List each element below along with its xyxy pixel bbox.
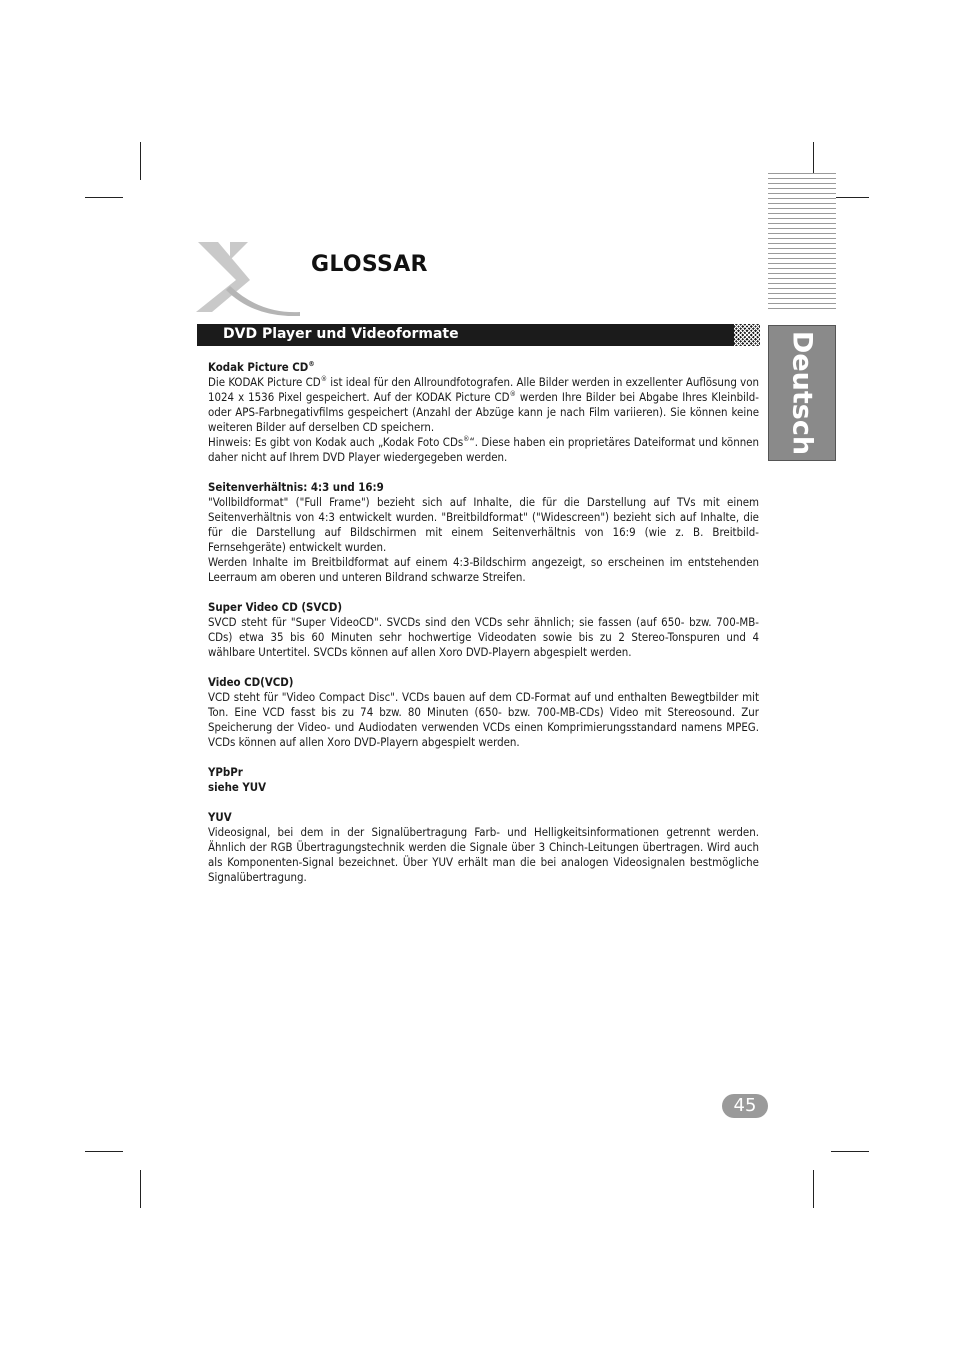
crop-mark bbox=[831, 197, 869, 198]
section-title: DVD Player und Videoformate bbox=[223, 326, 459, 342]
page-number-badge: 45 bbox=[722, 1094, 768, 1118]
glossary-term: Kodak Picture CD® bbox=[208, 360, 315, 374]
glossary-text: Die KODAK Picture CD® ist ideal für den Allroundfotografen. Alle Bilder werden in exzellenter Auflösung von 1024 x 1536 Pixel gespeichert. Auf der KODAK Picture CD® werden Ihre Bilder bei Abgabe Ihres Kleinbild- oder APS-Farbnegativfilms gespeichert (Anzahl der Abzüge kann je nach Film variieren). Sie können keine weiteren Bilder auf derselben CD speichern. bbox=[208, 375, 759, 434]
glossary-content bbox=[208, 360, 759, 900]
stripe-decoration bbox=[768, 173, 836, 313]
language-tab bbox=[768, 325, 836, 461]
glossary-term: Video CD(VCD) bbox=[208, 675, 294, 689]
registered-mark: ® bbox=[320, 375, 327, 383]
crop-mark bbox=[85, 1151, 123, 1152]
glossary-entry bbox=[208, 600, 759, 660]
section-header bbox=[197, 324, 760, 346]
glossary-text: Videosignal, bei dem in der Signalübertragung Farb- und Helligkeitsinformationen getrennt werden. Ähnlich der RGB Übertragungstechnik werden die Signale über 3 Chinch-Leitungen übertragen. Wird auch als Komponenten-Signal bezeichnet. Über YUV erhält man die bei analogen Videosignalen bestmögliche Signalübertragung. bbox=[208, 825, 759, 884]
registered-mark: ® bbox=[509, 390, 516, 398]
crop-mark bbox=[140, 142, 141, 180]
glossary-term: YUV bbox=[208, 810, 232, 824]
glossary-text: VCD steht für "Video Compact Disc". VCDs bauen auf dem CD-Format auf und enthalten Bewegtbilder mit Ton. Eine VCD fasst bis zu 74 bzw. 80 Minuten (650- bzw. 700-MB-CDs) Video mit Stereosound. Zur Speicherung der Video- und Audiodaten verwenden VCDs einen Komprimierungsstandard namens MPEG. VCDs können auf allen Xoro DVD-Playern abgespielt werden. bbox=[208, 690, 759, 749]
language-tab-label: Deutsch bbox=[786, 330, 818, 456]
glossary-entry bbox=[208, 765, 759, 795]
glossary-term: Seitenverhältnis: 4:3 und 16:9 bbox=[208, 480, 384, 494]
glossary-entry bbox=[208, 810, 759, 885]
registered-mark: ® bbox=[308, 360, 315, 368]
glossary-entry bbox=[208, 360, 759, 465]
crop-mark bbox=[813, 1170, 814, 1208]
glossary-term: Super Video CD (SVCD) bbox=[208, 600, 343, 614]
glossary-text: Hinweis: Es gibt von Kodak auch „Kodak Foto CDs®“. Diese haben ein proprietäres Dateiformat und können daher nicht auf Ihrem DVD Player wiedergegeben werden. bbox=[208, 435, 759, 464]
crop-mark bbox=[831, 1151, 869, 1152]
crop-mark bbox=[140, 1170, 141, 1208]
glossary-crossref: siehe YUV bbox=[208, 780, 267, 794]
glossary-term: YPbPr bbox=[208, 765, 243, 779]
registered-mark: ® bbox=[463, 435, 470, 443]
glossary-text: SVCD steht für "Super VideoCD". SVCDs sind den VCDs sehr ähnlich; sie fassen (auf 650- bzw. 700-MB-CDs) etwa 35 bis 60 Minuten sehr hochwertige Videodaten sowie bis zu 2 Stereo-Tonspuren und 4 wählbare Untertitel. SVCDs können auf allen Xoro DVD-Playern abgespielt werden. bbox=[208, 615, 759, 659]
glossary-text: Werden Inhalte im Breitbildformat auf einem 4:3-Bildschirm angezeigt, so erscheinen im entstehenden Leerraum am oberen und unteren Bildrand schwarze Streifen. bbox=[208, 555, 759, 584]
brand-x-logo bbox=[190, 238, 305, 316]
page-title: GLOSSAR bbox=[311, 252, 428, 277]
glossary-text: "Vollbildformat" ("Full Frame") bezieht sich auf Inhalte, die für die Darstellung auf TVs mit einem Seitenverhältnis von 4:3 entwickelt wurden. "Breitbildformat" ("Widescreen") bezieht sich auf Inhalte, die für die Darstellung auf Bildschirmen mit einem Seitenverhältnis von 16:9 (wie z. B. Breitbild-Fernsehgeräte) entwickelt wurden. bbox=[208, 495, 759, 554]
crop-mark bbox=[85, 197, 123, 198]
glossary-entry bbox=[208, 480, 759, 585]
glossary-entry bbox=[208, 675, 759, 750]
section-hatch-decoration bbox=[734, 324, 760, 346]
